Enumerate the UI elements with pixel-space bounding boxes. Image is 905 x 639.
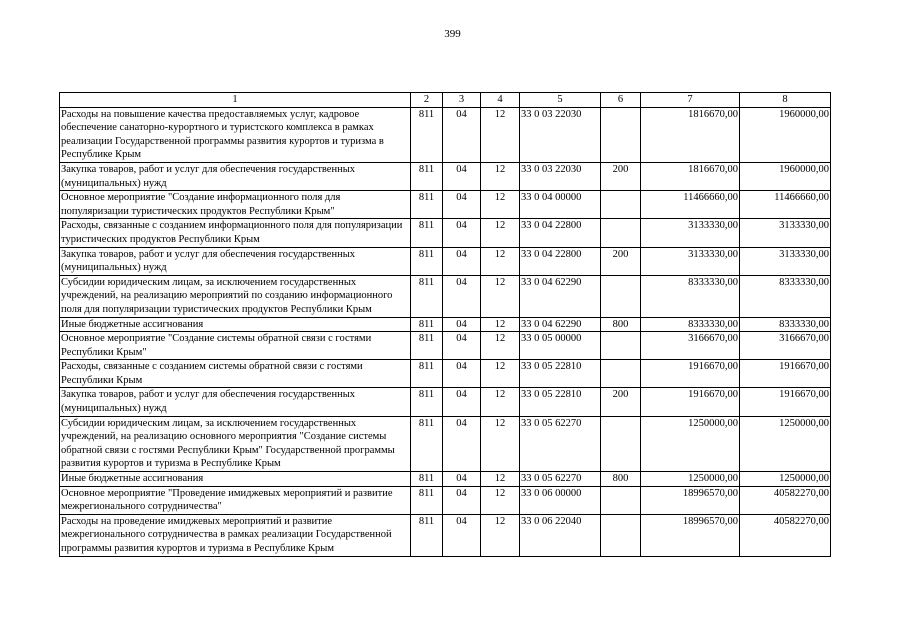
expense-name-cell: Основное мероприятие "Создание информационного поля для популяризации туристических продуктов Республики Крым"	[60, 191, 411, 219]
gov-code-cell: 811	[411, 388, 443, 416]
amount-year2-cell: 40582270,00	[740, 486, 831, 514]
expense-type-cell	[601, 486, 641, 514]
section-cell: 04	[443, 416, 481, 471]
expense-type-cell: 200	[601, 247, 641, 275]
table-row	[60, 486, 831, 514]
subsection-cell: 12	[481, 360, 520, 388]
amount-year1-cell: 18996570,00	[641, 486, 740, 514]
target-article-cell: 33 0 04 22800	[520, 247, 601, 275]
col-header: 3	[443, 93, 481, 108]
amount-year2-cell: 8333330,00	[740, 275, 831, 317]
expense-name-cell: Закупка товаров, работ и услуг для обеспечения государственных (муниципальных) нужд	[60, 388, 411, 416]
amount-year1-cell: 18996570,00	[641, 514, 740, 556]
col-header: 2	[411, 93, 443, 108]
header-row	[60, 93, 831, 108]
expense-name-cell: Закупка товаров, работ и услуг для обеспечения государственных (муниципальных) нужд	[60, 162, 411, 190]
subsection-cell: 12	[481, 107, 520, 162]
gov-code-cell: 811	[411, 162, 443, 190]
amount-year2-cell: 1960000,00	[740, 107, 831, 162]
table-row	[60, 360, 831, 388]
col-header: 8	[740, 93, 831, 108]
expense-type-cell: 800	[601, 317, 641, 332]
expense-type-cell	[601, 332, 641, 360]
amount-year1-cell: 1916670,00	[641, 388, 740, 416]
expense-type-cell: 800	[601, 472, 641, 487]
target-article-cell: 33 0 04 62290	[520, 275, 601, 317]
section-cell: 04	[443, 162, 481, 190]
col-header: 1	[60, 93, 411, 108]
amount-year2-cell: 1916670,00	[740, 360, 831, 388]
table-row	[60, 317, 831, 332]
col-header: 7	[641, 93, 740, 108]
section-cell: 04	[443, 360, 481, 388]
col-header: 5	[520, 93, 601, 108]
col-header: 6	[601, 93, 641, 108]
table-row	[60, 416, 831, 471]
section-cell: 04	[443, 107, 481, 162]
amount-year2-cell: 40582270,00	[740, 514, 831, 556]
subsection-cell: 12	[481, 247, 520, 275]
amount-year1-cell: 8333330,00	[641, 317, 740, 332]
target-article-cell: 33 0 04 00000	[520, 191, 601, 219]
amount-year1-cell: 3133330,00	[641, 219, 740, 247]
subsection-cell: 12	[481, 486, 520, 514]
gov-code-cell: 811	[411, 472, 443, 487]
gov-code-cell: 811	[411, 416, 443, 471]
amount-year1-cell: 3166670,00	[641, 332, 740, 360]
section-cell: 04	[443, 219, 481, 247]
amount-year2-cell: 1250000,00	[740, 472, 831, 487]
expense-type-cell	[601, 107, 641, 162]
target-article-cell: 33 0 05 22810	[520, 388, 601, 416]
table-row	[60, 472, 831, 487]
table-row	[60, 247, 831, 275]
amount-year1-cell: 3133330,00	[641, 247, 740, 275]
gov-code-cell: 811	[411, 360, 443, 388]
expense-name-cell: Субсидии юридическим лицам, за исключением государственных учреждений, на реализацию основного мероприятия "Создание системы обратной связи с гостями Республики Крым" Государственной программы развития курортов и туризма в Республике Крым	[60, 416, 411, 471]
gov-code-cell: 811	[411, 219, 443, 247]
subsection-cell: 12	[481, 332, 520, 360]
amount-year2-cell: 8333330,00	[740, 317, 831, 332]
expense-name-cell: Расходы на повышение качества предоставляемых услуг, кадровое обеспечение санаторно-курортного и туристского комплекса в рамках реализации Государственной программы развития курортов и туризма в Республике Крым	[60, 107, 411, 162]
amount-year1-cell: 8333330,00	[641, 275, 740, 317]
amount-year2-cell: 3133330,00	[740, 247, 831, 275]
expense-type-cell	[601, 514, 641, 556]
table-row	[60, 275, 831, 317]
amount-year2-cell: 1250000,00	[740, 416, 831, 471]
table-row	[60, 219, 831, 247]
expense-name-cell: Расходы, связанные с созданием системы обратной связи с гостями Республики Крым	[60, 360, 411, 388]
expense-type-cell: 200	[601, 388, 641, 416]
expense-name-cell: Расходы, связанные с созданием информационного поля для популяризации туристических продуктов Республики Крым	[60, 219, 411, 247]
amount-year2-cell: 1960000,00	[740, 162, 831, 190]
amount-year1-cell: 1916670,00	[641, 360, 740, 388]
target-article-cell: 33 0 05 00000	[520, 332, 601, 360]
subsection-cell: 12	[481, 317, 520, 332]
section-cell: 04	[443, 472, 481, 487]
expense-type-cell	[601, 416, 641, 471]
target-article-cell: 33 0 03 22030	[520, 107, 601, 162]
target-article-cell: 33 0 06 22040	[520, 514, 601, 556]
table-row	[60, 388, 831, 416]
amount-year1-cell: 1250000,00	[641, 472, 740, 487]
gov-code-cell: 811	[411, 191, 443, 219]
amount-year1-cell: 1816670,00	[641, 107, 740, 162]
expense-name-cell: Субсидии юридическим лицам, за исключением государственных учреждений, на реализацию мероприятий по созданию информационного поля для популяризации туристических продуктов Республики Крым	[60, 275, 411, 317]
section-cell: 04	[443, 275, 481, 317]
expense-name-cell: Закупка товаров, работ и услуг для обеспечения государственных (муниципальных) нужд	[60, 247, 411, 275]
section-cell: 04	[443, 317, 481, 332]
subsection-cell: 12	[481, 275, 520, 317]
section-cell: 04	[443, 247, 481, 275]
table-row	[60, 191, 831, 219]
expense-type-cell: 200	[601, 162, 641, 190]
table-row	[60, 332, 831, 360]
amount-year1-cell: 1816670,00	[641, 162, 740, 190]
section-cell: 04	[443, 514, 481, 556]
table-row	[60, 514, 831, 556]
target-article-cell: 33 0 04 22800	[520, 219, 601, 247]
gov-code-cell: 811	[411, 514, 443, 556]
expense-type-cell	[601, 191, 641, 219]
page-number: 399	[444, 28, 461, 40]
expense-name-cell: Основное мероприятие "Проведение имиджевых мероприятий и развитие межрегионального сотрудничества"	[60, 486, 411, 514]
section-cell: 04	[443, 332, 481, 360]
subsection-cell: 12	[481, 514, 520, 556]
col-header: 4	[481, 93, 520, 108]
expense-type-cell	[601, 219, 641, 247]
subsection-cell: 12	[481, 191, 520, 219]
section-cell: 04	[443, 191, 481, 219]
subsection-cell: 12	[481, 162, 520, 190]
gov-code-cell: 811	[411, 275, 443, 317]
table-row	[60, 107, 831, 162]
expense-type-cell	[601, 360, 641, 388]
expense-name-cell: Иные бюджетные ассигнования	[60, 317, 411, 332]
target-article-cell: 33 0 06 00000	[520, 486, 601, 514]
amount-year2-cell: 1916670,00	[740, 388, 831, 416]
gov-code-cell: 811	[411, 486, 443, 514]
expense-name-cell: Иные бюджетные ассигнования	[60, 472, 411, 487]
target-article-cell: 33 0 05 22810	[520, 360, 601, 388]
amount-year1-cell: 1250000,00	[641, 416, 740, 471]
amount-year2-cell: 3166670,00	[740, 332, 831, 360]
target-article-cell: 33 0 05 62270	[520, 416, 601, 471]
section-cell: 04	[443, 486, 481, 514]
subsection-cell: 12	[481, 472, 520, 487]
table-row	[60, 162, 831, 190]
subsection-cell: 12	[481, 416, 520, 471]
expense-name-cell: Основное мероприятие "Создание системы обратной связи с гостями Республики Крым"	[60, 332, 411, 360]
subsection-cell: 12	[481, 219, 520, 247]
target-article-cell: 33 0 04 62290	[520, 317, 601, 332]
gov-code-cell: 811	[411, 332, 443, 360]
amount-year2-cell: 11466660,00	[740, 191, 831, 219]
budget-table	[59, 92, 831, 557]
amount-year1-cell: 11466660,00	[641, 191, 740, 219]
gov-code-cell: 811	[411, 107, 443, 162]
amount-year2-cell: 3133330,00	[740, 219, 831, 247]
target-article-cell: 33 0 05 62270	[520, 472, 601, 487]
expense-name-cell: Расходы на проведение имиджевых мероприятий и развитие межрегионального сотрудничества в рамках реализации Государственной программы развития курортов и туризма в Республике Крым	[60, 514, 411, 556]
gov-code-cell: 811	[411, 247, 443, 275]
expense-type-cell	[601, 275, 641, 317]
section-cell: 04	[443, 388, 481, 416]
subsection-cell: 12	[481, 388, 520, 416]
target-article-cell: 33 0 03 22030	[520, 162, 601, 190]
gov-code-cell: 811	[411, 317, 443, 332]
